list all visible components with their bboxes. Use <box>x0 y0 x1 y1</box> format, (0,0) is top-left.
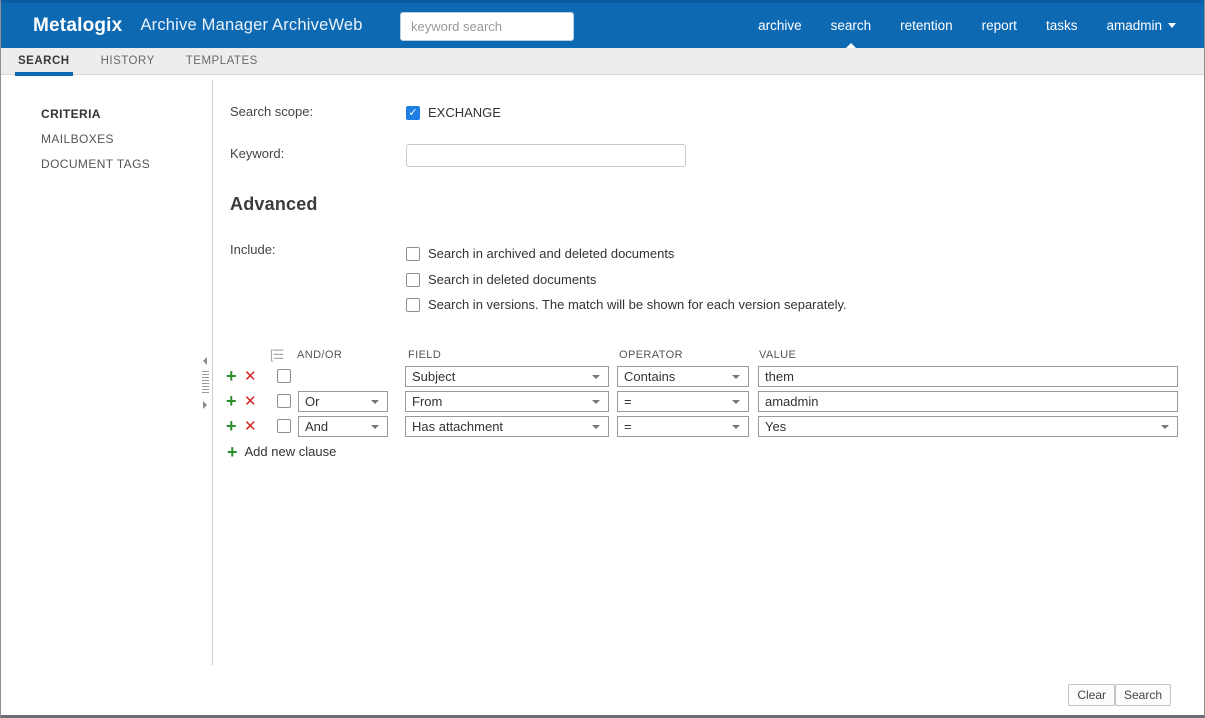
chevron-down-icon <box>1168 23 1176 28</box>
app-header <box>1 0 1204 48</box>
nav-report-label: report <box>981 18 1017 33</box>
field-select[interactable] <box>405 366 609 387</box>
operator-column-header: OPERATOR <box>619 349 683 361</box>
nav-user-label: amadmin <box>1106 18 1162 33</box>
remove-clause-icon[interactable]: ✕ <box>244 418 257 435</box>
tab-templates-label: TEMPLATES <box>185 55 258 67</box>
field-select-value: Has attachment <box>412 419 504 434</box>
sidebar <box>1 75 212 183</box>
collapse-left-icon[interactable] <box>203 357 207 365</box>
advanced-heading: Advanced <box>230 194 318 214</box>
nav-retention-label: retention <box>900 18 953 33</box>
include-versions-label: Search in versions. The match will be shown for each version separately. <box>428 297 847 313</box>
remove-clause-icon[interactable]: ✕ <box>244 368 257 385</box>
exchange-checkbox[interactable]: ✓ <box>406 106 420 120</box>
operator-select-value: = <box>624 394 632 409</box>
field-select[interactable] <box>405 416 609 437</box>
clear-button[interactable]: Clear <box>1068 684 1115 706</box>
operator-select[interactable] <box>617 416 749 437</box>
andor-select-value: And <box>305 419 329 434</box>
nav-tasks[interactable] <box>1046 3 1078 48</box>
value-select-value: Yes <box>765 419 787 434</box>
tab-bar <box>1 48 1204 75</box>
nav-tasks-label: tasks <box>1045 18 1078 33</box>
clause-row <box>226 391 1191 412</box>
nav-archive-label: archive <box>758 18 802 33</box>
exchange-checkbox-label: EXCHANGE <box>428 105 501 121</box>
field-column-header: FIELD <box>408 349 442 361</box>
include-deleted-checkbox[interactable] <box>406 273 420 287</box>
operator-select[interactable] <box>617 391 749 412</box>
nav-user-menu[interactable] <box>1106 3 1176 48</box>
splitter-grip-icon <box>202 371 209 395</box>
clause-row-checkbox[interactable] <box>277 394 291 408</box>
andor-select-value: Or <box>305 394 320 409</box>
nav-search-label: search <box>830 18 872 33</box>
field-select-value: From <box>412 394 443 409</box>
sidebar-item-document-tags[interactable]: DOCUMENT TAGS <box>41 157 151 171</box>
value-select[interactable] <box>758 416 1178 437</box>
andor-column-header: AND/OR <box>297 349 343 361</box>
keyword-field[interactable] <box>406 144 686 167</box>
keyword-search-input[interactable] <box>400 12 574 41</box>
scope-exchange-option <box>406 104 501 120</box>
search-button[interactable]: Search <box>1115 684 1171 706</box>
search-scope-label: Search scope: <box>230 104 314 119</box>
operator-select[interactable] <box>617 366 749 387</box>
include-option-versions <box>406 296 847 312</box>
include-option-deleted <box>406 271 596 287</box>
insert-clause-icon[interactable]: + <box>226 366 237 386</box>
sidebar-divider <box>212 80 213 665</box>
search-criteria-panel <box>226 75 1191 675</box>
select-all-icon[interactable]: [☰ <box>270 347 284 362</box>
nav-report[interactable] <box>982 3 1017 48</box>
sidebar-item-criteria[interactable]: CRITERIA <box>41 107 101 121</box>
sidebar-splitter-handle[interactable] <box>200 357 210 409</box>
field-select[interactable] <box>405 391 609 412</box>
app-title: Archive Manager ArchiveWeb <box>140 16 363 34</box>
add-new-clause-label: Add new clause <box>244 444 337 459</box>
clause-builder <box>226 347 1191 467</box>
add-new-clause-button[interactable] <box>227 443 336 461</box>
value-column-header: VALUE <box>759 349 797 361</box>
insert-clause-icon[interactable]: + <box>226 416 237 436</box>
nav-retention[interactable] <box>900 3 953 48</box>
value-input[interactable] <box>758 391 1178 412</box>
insert-clause-icon[interactable]: + <box>226 391 237 411</box>
andor-select[interactable] <box>298 416 388 437</box>
value-input[interactable] <box>758 366 1178 387</box>
clause-row-checkbox[interactable] <box>277 369 291 383</box>
nav-search[interactable] <box>831 3 872 48</box>
expand-right-icon[interactable] <box>203 401 207 409</box>
operator-select-value: Contains <box>624 369 676 384</box>
include-archived-deleted-label: Search in archived and deleted documents <box>428 246 675 262</box>
tab-history[interactable] <box>98 48 158 75</box>
add-clause-plus-icon: + <box>227 442 238 462</box>
nav-archive[interactable] <box>758 3 802 48</box>
include-option-archived-deleted <box>406 245 674 261</box>
clause-row <box>226 366 1191 387</box>
top-nav <box>729 3 1176 48</box>
include-deleted-label: Search in deleted documents <box>428 272 597 288</box>
include-archived-deleted-checkbox[interactable] <box>406 247 420 261</box>
clause-row <box>226 416 1191 437</box>
include-versions-checkbox[interactable] <box>406 298 420 312</box>
include-label: Include: <box>230 242 276 257</box>
tab-history-label: HISTORY <box>100 55 155 67</box>
tab-templates[interactable] <box>183 48 261 75</box>
field-select-value: Subject <box>412 369 456 384</box>
keyword-label: Keyword: <box>230 146 285 161</box>
clause-row-checkbox[interactable] <box>277 419 291 433</box>
tab-search-label: SEARCH <box>18 55 70 67</box>
sidebar-item-mailboxes[interactable]: MAILBOXES <box>41 132 114 146</box>
operator-select-value: = <box>624 419 632 434</box>
tab-search[interactable] <box>15 48 73 75</box>
andor-select[interactable] <box>298 391 388 412</box>
remove-clause-icon[interactable]: ✕ <box>244 393 257 410</box>
metalogix-logo: Metalogix <box>33 14 123 36</box>
